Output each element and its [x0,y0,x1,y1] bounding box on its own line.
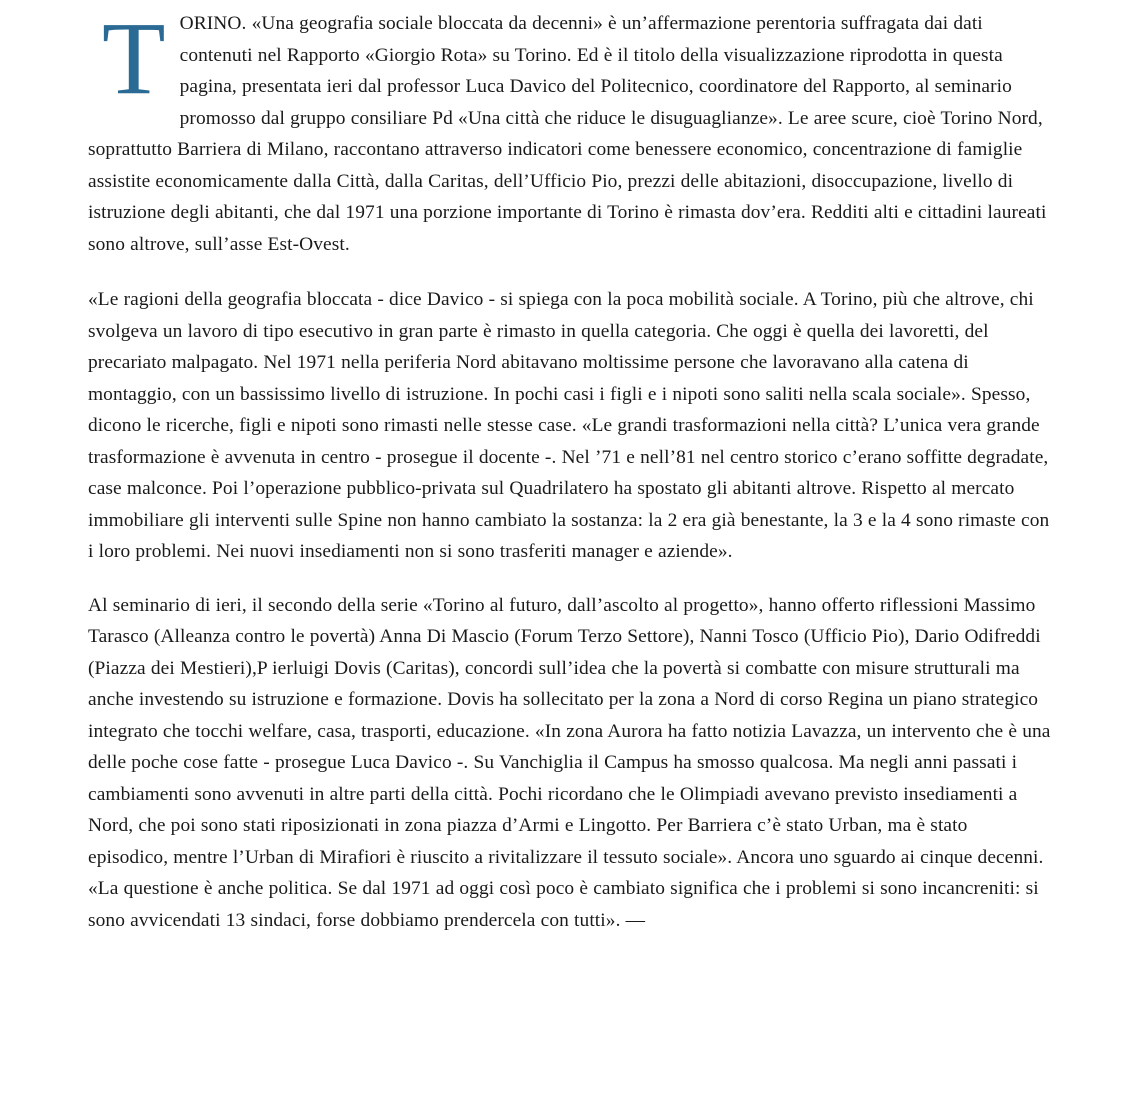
article-paragraph-1-text: ORINO. «Una geografia sociale bloccata da decenni» è un’affermazione perentoria suffragata dai dati contenuti nel Rapporto «Giorgio Rota» su Torino. Ed è il titolo della visualizzazione riprodotta in questa pagina, presentata ieri dal professor Luca Davico del Politecnico, coordinatore del Rapporto, al seminario promosso dal gruppo consiliare Pd «Una città che riduce le disuguaglianze». Le aree scure, cioè Torino Nord, soprattutto Barriera di Milano, raccontano attraverso indicatori come benessere economico, concentrazione di famiglie assistite economicamente dalla Città, dalla Caritas, dell’Ufficio Pio, prezzi delle abitazioni, disoccupazione, livello di istruzione degli abitanti, che dal 1971 una porzione importante di Torino è rimasta dov’era. Redditi alti e cittadini laureati sono altrove, sull’asse Est-Ovest. [88,13,1047,255]
article-paragraph-2: «Le ragioni della geografia bloccata - dice Davico - si spiega con la poca mobilità sociale. A Torino, più che altrove, chi svolgeva un lavoro di tipo esecutivo in gran parte è rimasto in quella categoria. Che oggi è quella dei lavoretti, del precariato malpagato. Nel 1971 nella periferia Nord abitavano moltissime persone che lavoravano alla catena di montaggio, con un bassissimo livello di istruzione. In pochi casi i figli e i nipoti sono saliti nella scala sociale». Spesso, dicono le ricerche, figli e nipoti sono rimasti nelle stesse case. «Le grandi trasformazioni nella città? L’unica vera grande trasformazione è avvenuta in centro - prosegue il docente -. Nel ’71 e nell’81 nel centro storico c’erano soffitte degradate, case malconce. Poi l’operazione pubblico-privata sul Quadrilatero ha spostato gli abitanti altrove. Rispetto al mercato immobiliare gli interventi sulle Spine non hanno cambiato la sostanza: la 2 era già benestante, la 3 e la 4 sono rimaste con i loro problemi. Nei nuovi insediamenti non si sono trasferiti manager e aziende». [88,289,1050,562]
article-paragraph-3: Al seminario di ieri, il secondo della serie «Torino al futuro, dall’ascolto al progetto», hanno offerto riflessioni Massimo Tarasco (Alleanza contro le povertà) Anna Di Mascio (Forum Terzo Settore), Nanni Tosco (Ufficio Pio), Dario Odifreddi (Piazza dei Mestieri),P ierluigi Dovis (Caritas), concordi sull’idea che la povertà si combatte con misure strutturali ma anche investendo su istruzione e formazione. Dovis ha sollecitato per la zona a Nord di corso Regina un piano strategico integrato che tocchi welfare, casa, trasporti, educazione. «In zona Aurora ha fatto notizia Lavazza, un intervento che è una delle poche cose fatte - prosegue Luca Davico -. Su Vanchiglia il Campus ha smosso qualcosa. Ma negli anni passati i cambiamenti sono avvenuti in altre parti della città. Pochi ricordano che le Olimpiadi avevano previsto insediamenti a Nord, che poi sono stati riposizionati in zona piazza d’Armi e Lingotto. Per Barriera c’è stato Urban, ma è stato episodico, mentre l’Urban di Mirafiori è riuscito a rivitalizzare il tessuto sociale». Ancora uno sguardo ai cinque decenni. «La questione è anche politica. Se dal 1971 ad oggi così poco è cambiato significa che i problemi si sono incancreniti: si sono avvicendati 13 sindaci, forse dobbiamo prendercela con tutti». — [88,594,1051,931]
article-paragraph-1 [88,1,1052,260]
dropcap-letter: T [102,1,166,116]
